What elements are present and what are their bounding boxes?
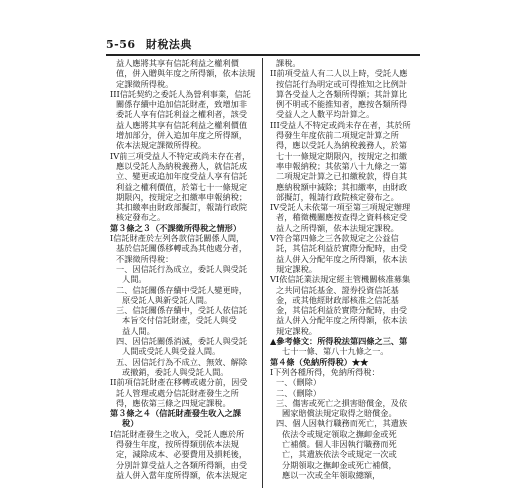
- text-line: 分別計算受益人之各類所得額，由受: [116, 459, 248, 470]
- text-line: 定課徵所得稅。: [116, 78, 174, 89]
- text-line: 第３條之４（信託財產發生收入之課: [110, 408, 242, 419]
- text-line: 應以受託人為納稅義務人，就信託成: [116, 160, 248, 171]
- text-line: 一、（刪除）: [276, 377, 322, 388]
- text-line: III受益人不特定或尚未存在者，其於所: [270, 119, 411, 130]
- text-line: 值，併入贈與年度之所得額，依本法規: [116, 68, 256, 79]
- text-line: 亡補償。個人非因執行職務而死: [282, 438, 397, 449]
- text-line: 得，應依第三條之四規定課稅。: [116, 397, 231, 408]
- text-line: VI依信託業法規定經主管機關核准募集: [270, 274, 411, 285]
- text-line: 部擬訂，報請行政院核定發布之。: [276, 191, 399, 202]
- text-line: 四、因信託關係消滅，委託人與受託: [116, 336, 248, 347]
- text-line: 或撤銷，委託人與受託人間。: [122, 366, 229, 377]
- text-line: 不課徵所得稅：: [116, 253, 174, 264]
- text-line: 依本法規定課徵所得稅。: [116, 140, 207, 151]
- text-line: 四、個人因執行職務而死亡，其遺族: [276, 418, 408, 429]
- text-line: IV受託人未依第一項至第三項規定辦理: [270, 202, 411, 213]
- text-line: 例不明或不能推知者，應按各類所得: [276, 99, 408, 110]
- text-line: I信託財產發生之收入，受託人應於所: [110, 428, 245, 439]
- text-line: V符合第四條之三各款規定之公益信: [270, 233, 399, 244]
- text-line: 得發生年度，按所得類別依本法規: [116, 438, 239, 449]
- text-line: 依法令或規定領取之撫卹金或死: [282, 428, 397, 439]
- text-line: 第４條（免納所得稅）★★: [270, 356, 369, 367]
- text-line: 稅）: [122, 418, 139, 429]
- column-divider: [262, 58, 263, 488]
- text-line: 人間或受託人與受益人間。: [122, 346, 221, 357]
- text-line: 託，其信託利益於實際分配時，由受: [276, 243, 408, 254]
- text-line: 分期領取之撫卹金或死亡補償，: [282, 459, 397, 470]
- text-line: 二項規定計算之已扣繳稅款，得自其: [276, 171, 408, 182]
- text-line: 規定課稅。: [276, 325, 317, 336]
- text-line: 益人應將其享有信託利益之權利價值: [116, 119, 248, 130]
- text-line: 者，稽徵機關應按查得之資料核定受: [276, 212, 408, 223]
- text-line: 定，減除成本、必要費用及損耗後，: [116, 449, 248, 460]
- text-line: 國家賠償法規定取得之賠償金。: [282, 408, 397, 419]
- text-line: 應納稅額中減除；其扣繳率，由財政: [276, 181, 408, 192]
- text-line: 益人之所得額，依本法規定課稅。: [276, 222, 399, 233]
- text-line: 利益之權利價值，於第七十一條規定: [116, 181, 248, 192]
- text-line: 益人應將其享有信託利益之權利價: [116, 58, 239, 68]
- text-line: 益人併入當年度所得額，依本法規定: [116, 469, 248, 480]
- text-line: 人間。: [122, 274, 147, 285]
- text-line: 規定課稅。: [276, 263, 317, 274]
- text-line: 七十一條規定期限內，按規定之扣繳: [276, 150, 408, 161]
- page-header: [106, 36, 420, 56]
- text-line: 益人併入分配年度之所得額，依本法: [276, 315, 408, 326]
- text-line: 金，或其他經財政部核准之信託基: [276, 294, 399, 305]
- text-line: 五、因信託行為不成立、無效、解除: [116, 356, 248, 367]
- left-text-column: [110, 58, 260, 480]
- text-line: 三、傷害或死亡之損害賠償金，及依: [276, 397, 408, 408]
- text-line: 一、因信託行為成立，委託人與受託: [116, 263, 248, 274]
- text-line: I信託財產於左列各款信託關係人間，: [110, 233, 245, 244]
- text-line: 率申報納稅；其依第八十九條之一第: [276, 160, 408, 171]
- text-line: 託人管理或處分信託財產發生之所: [116, 387, 239, 398]
- text-line: 金，其信託利益於實際分配時，由受: [276, 305, 408, 316]
- text-line: ▲參考條文：所得稅法第四條之三、第: [270, 336, 408, 347]
- text-line: 基於信託關係移轉或為其他處分者，: [116, 243, 248, 254]
- text-line: 其扣繳率由財政部擬訂，報請行政院: [116, 202, 248, 213]
- text-line: IV前三項受益人不特定或尚未存在者，: [110, 150, 251, 161]
- page-number: 5-56: [106, 38, 136, 51]
- text-line: 二、（刪除）: [276, 387, 322, 398]
- text-line: 算各受益人之各類所得額；其計算比: [276, 88, 408, 99]
- text-line: 之共同信託基金、證券投資信託基: [276, 284, 399, 295]
- text-line: 增加部分，併入追加年度之所得額，: [116, 130, 248, 141]
- text-line: 應以一次或全年領取總額，: [282, 469, 381, 480]
- text-line: 三、信託關係存續中，受託人依信託: [116, 305, 248, 316]
- text-line: 核定發布之。: [116, 212, 166, 223]
- text-line: 立、變更或追加年度受益人享有信託: [116, 171, 248, 182]
- text-line: 七十一條、第八十九條之一。: [282, 346, 389, 357]
- text-line: 期限內，按規定之扣繳率申報納稅；: [116, 191, 248, 202]
- text-line: 委託人享有信託利益之權利者，該受: [116, 109, 248, 120]
- text-line: 亡，其遺族依法令或規定一次或: [282, 449, 397, 460]
- right-text-column: [270, 58, 422, 480]
- text-line: 第３條之３（不課徵所得稅之情形）: [110, 222, 242, 233]
- text-line: 關係存續中追加信託財產，致增加非: [116, 99, 248, 110]
- text-line: I下列各種所得，免納所得稅：: [270, 366, 380, 377]
- text-line: III信託契約之委託人為營利事業，信託: [110, 88, 251, 99]
- text-line: 受益人之人數平均計算之。: [276, 109, 375, 120]
- text-line: II前項受益人有二人以上時，受託人應: [270, 68, 408, 79]
- text-line: 益人間。: [122, 325, 155, 336]
- text-line: 得發生年度依前二項規定計算之所: [276, 130, 399, 141]
- text-line: 得，應以受託人為納稅義務人，於第: [276, 140, 408, 151]
- text-line: 本旨交付信託財產，受託人與受: [122, 315, 237, 326]
- text-line: 二、信託關係存續中受託人變更時，: [116, 284, 248, 295]
- text-line: 益人併入分配年度之所得額，依本法: [276, 253, 408, 264]
- text-line: II前項信託財產在移轉或處分前，因受: [110, 377, 248, 388]
- book-title: 財稅法典: [145, 38, 192, 51]
- text-line: 原受託人與新受託人間。: [122, 294, 213, 305]
- text-line: 課稅。: [276, 58, 301, 68]
- text-line: 按信託行為明定或可得推知之比例計: [276, 78, 408, 89]
